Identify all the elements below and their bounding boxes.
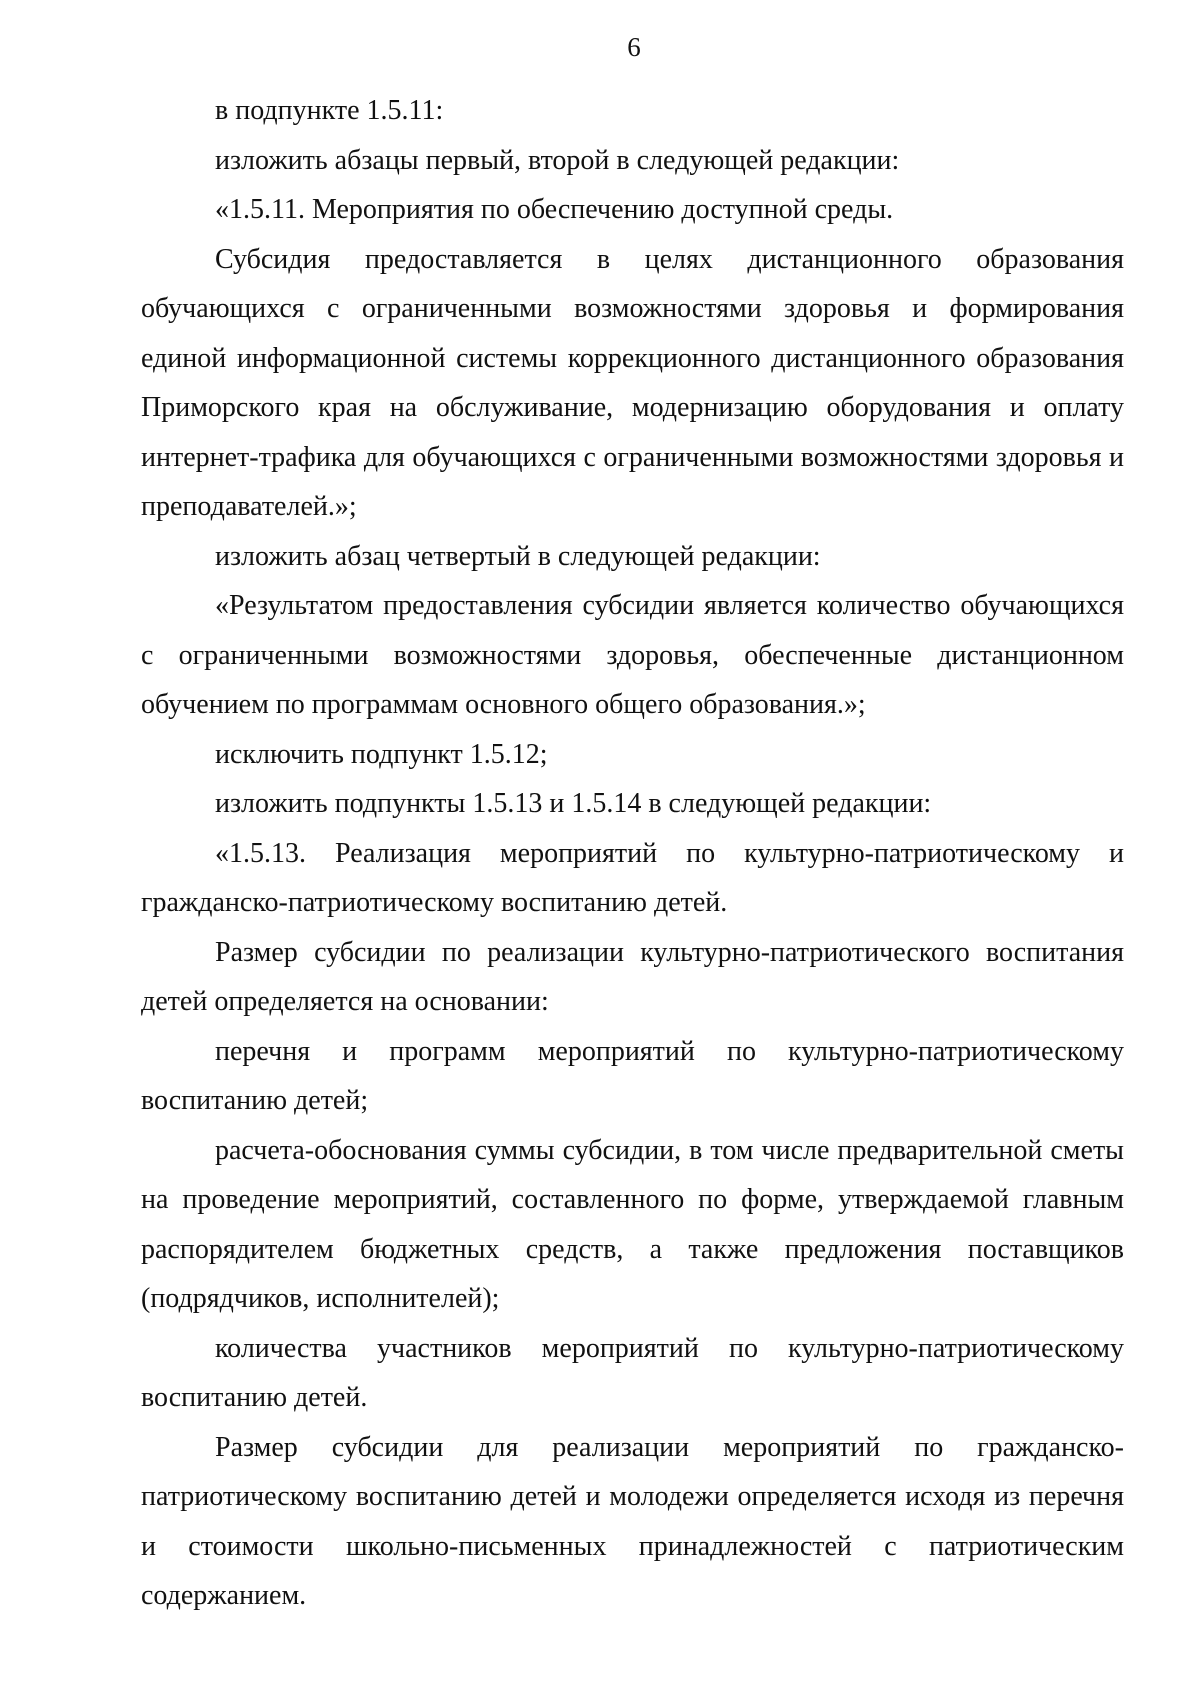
paragraph-subsidy-purpose: Субсидия предоставляется в целях дистанционного образования обучающихся с ограниченными возможностями здоровья и формирования единой информационной системы коррекционного дистанционного образования Приморского края на обслуживание, модернизацию оборудования и оплату интернет-трафика для обучающихся с ограниченными возможностями здоровья и преподавателей.»; xyxy=(141,243,1124,522)
page-number: 6 xyxy=(627,32,641,62)
paragraph-section-heading-patriotic: «1.5.13. Реализация мероприятий по культурно-патриотическому и гражданско-патриотическому воспитанию детей. xyxy=(141,837,1124,918)
paragraph-subsidy-size: Размер субсидии по реализации культурно-патриотического воспитания детей определяется на основании: xyxy=(141,936,1124,1017)
paragraph-edit-instruction-fourth: изложить абзац четвертый в следующей редакции: xyxy=(215,540,821,572)
paragraph-edit-instruction: изложить абзацы первый, второй в следующей редакции: xyxy=(215,144,900,176)
paragraph-subpoint-intro: в подпункте 1.5.11: xyxy=(215,95,444,126)
paragraph-list-item: перечня и программ мероприятий по культурно-патриотическому воспитанию детей; xyxy=(141,1035,1124,1116)
paragraph-list-item: количества участников мероприятий по культурно-патриотическому воспитанию детей. xyxy=(141,1332,1124,1413)
paragraph-result: «Результатом предоставления субсидии является количество обучающихся с ограниченными возможностями здоровья, обеспеченные дистанционном обучением по программам основного общего образования.»; xyxy=(141,590,1124,720)
paragraph-edit-subpoints: изложить подпункты 1.5.13 и 1.5.14 в следующей редакции: xyxy=(215,788,932,819)
document-body xyxy=(141,86,1124,1621)
paragraph-section-heading: «1.5.11. Мероприятия по обеспечению доступной среды. xyxy=(215,194,894,225)
paragraph-list-item: расчета-обоснования суммы субсидии, в том числе предварительной сметы на проведение мероприятий, составленного по форме, утверждаемой главным распорядителем бюджетных средств, а также предложения поставщиков (подрядчиков, исполнителей); xyxy=(141,1134,1124,1314)
paragraph-exclude-subpoint: исключить подпункт 1.5.12; xyxy=(215,738,548,770)
paragraph-subsidy-size-civic: Размер субсидии для реализации мероприятий по гражданско-патриотическому воспитанию детей и молодежи определяется исходя из перечня и стоимости школьно-письменных принадлежностей с патриотическим содержанием. xyxy=(141,1431,1124,1611)
